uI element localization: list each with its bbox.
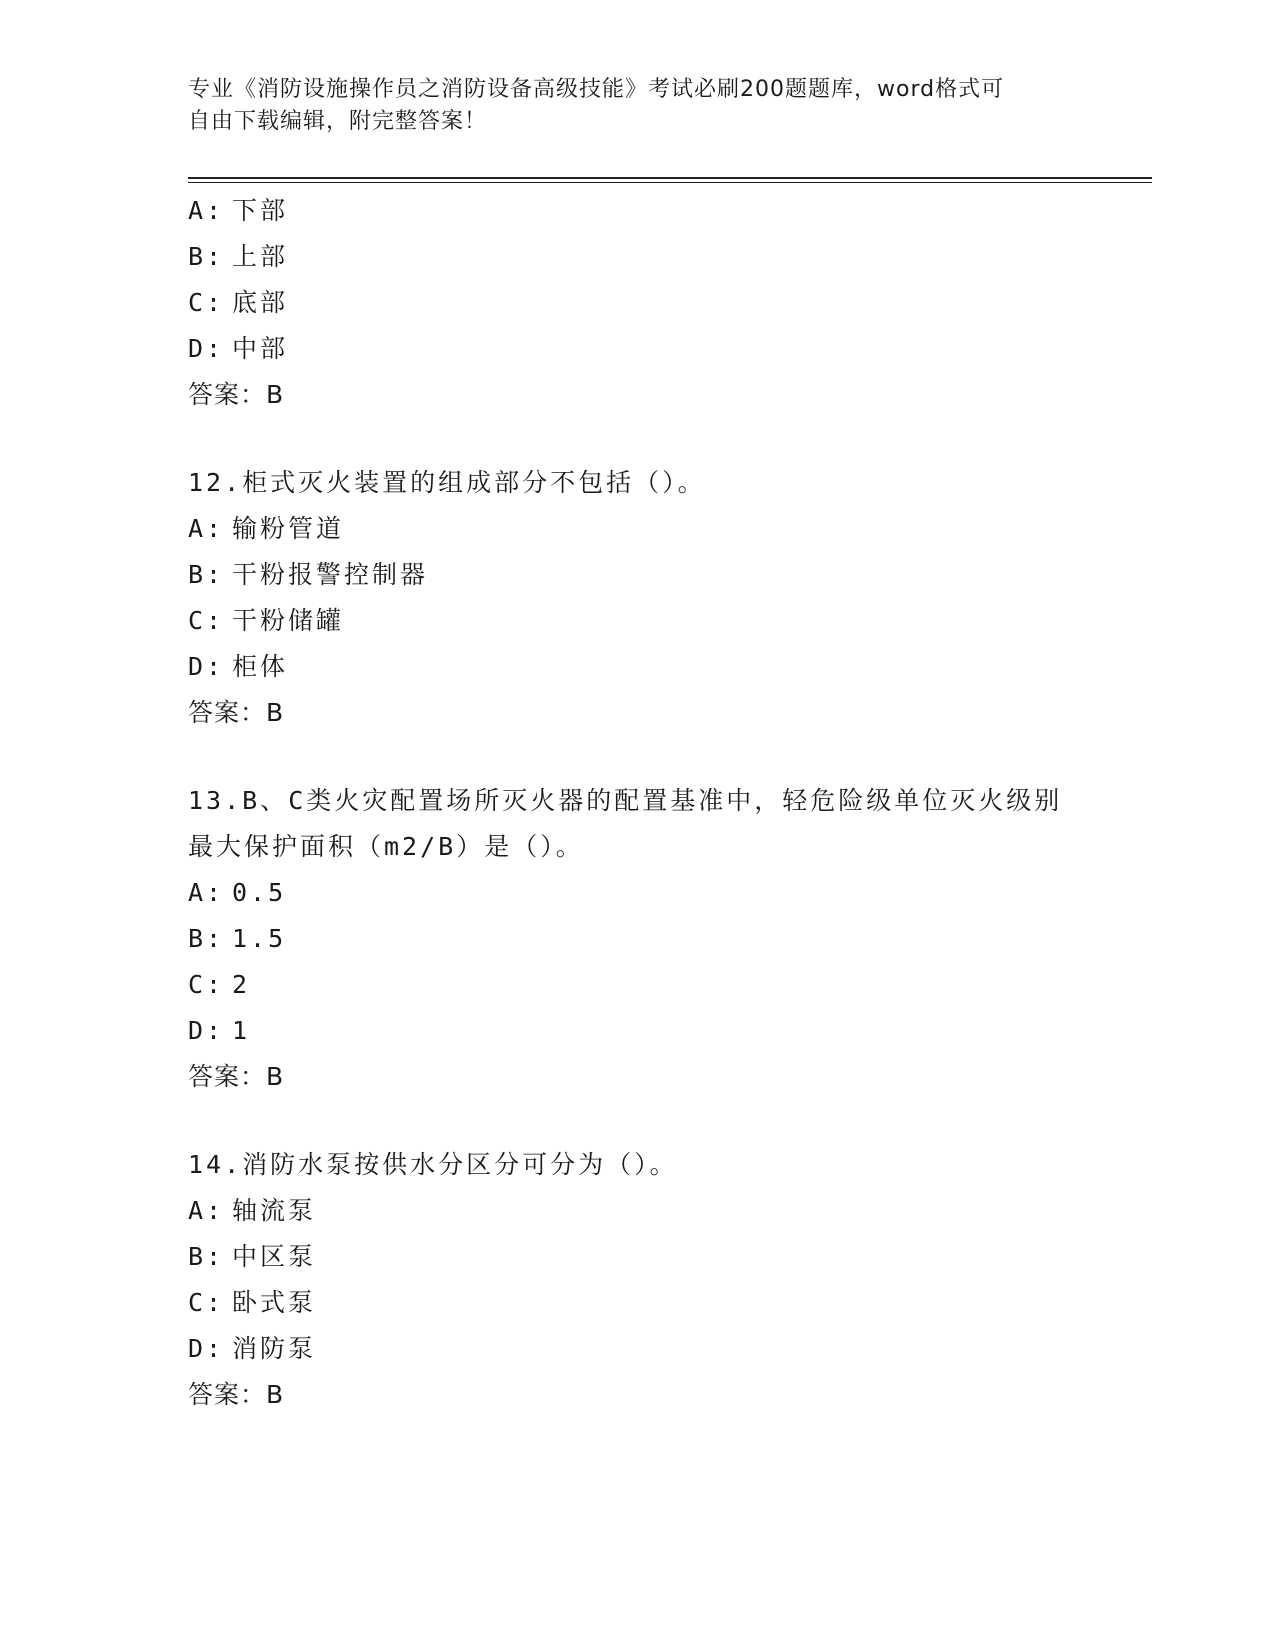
question-block-11 (188, 188, 1088, 418)
question-text-line-1: 13.B、C类火灾配置场所灭火器的配置基准中，轻危险级单位灭火级别 (188, 786, 1063, 815)
answer-line: 答案：B (188, 380, 285, 409)
header-divider-thick (188, 177, 1152, 179)
answer-line: 答案：B (188, 1062, 285, 1091)
option-c: C: 底部 (188, 288, 289, 317)
header-divider-thin (188, 182, 1152, 183)
question-block-12 (188, 460, 1088, 736)
question-text-line-2: 最大保护面积（m2/B）是（）。 (188, 832, 584, 861)
option-c: C: 卧式泵 (188, 1288, 317, 1317)
header-line-2: 自由下载编辑，附完整答案！ (188, 109, 488, 134)
question-text: 14.消防水泵按供水分区分可分为（）。 (188, 1150, 678, 1179)
document-header (188, 74, 1068, 138)
header-line-1: 专业《消防设施操作员之消防设备高级技能》考试必刷200题题库，word格式可 (188, 77, 1005, 102)
question-block-13 (188, 778, 1088, 1100)
option-a: A: 轴流泵 (188, 1196, 317, 1225)
option-b: B: 中区泵 (188, 1242, 317, 1271)
option-a: A: 0.5 (188, 878, 287, 907)
option-a: A: 下部 (188, 196, 289, 225)
option-c: C: 干粉储罐 (188, 606, 345, 635)
option-d: D: 1 (188, 1016, 251, 1045)
option-b: B: 上部 (188, 242, 289, 271)
question-list (188, 188, 1088, 1418)
option-b: B: 干粉报警控制器 (188, 560, 429, 589)
option-c: C: 2 (188, 970, 251, 999)
option-b: B: 1.5 (188, 924, 287, 953)
option-a: A: 输粉管道 (188, 514, 345, 543)
answer-line: 答案：B (188, 698, 285, 727)
question-block-14 (188, 1142, 1088, 1418)
option-d: D: 柜体 (188, 652, 289, 681)
question-text: 12.柜式灭火装置的组成部分不包括（）。 (188, 468, 706, 497)
option-d: D: 中部 (188, 334, 289, 363)
answer-line: 答案：B (188, 1380, 285, 1409)
option-d: D: 消防泵 (188, 1334, 317, 1363)
